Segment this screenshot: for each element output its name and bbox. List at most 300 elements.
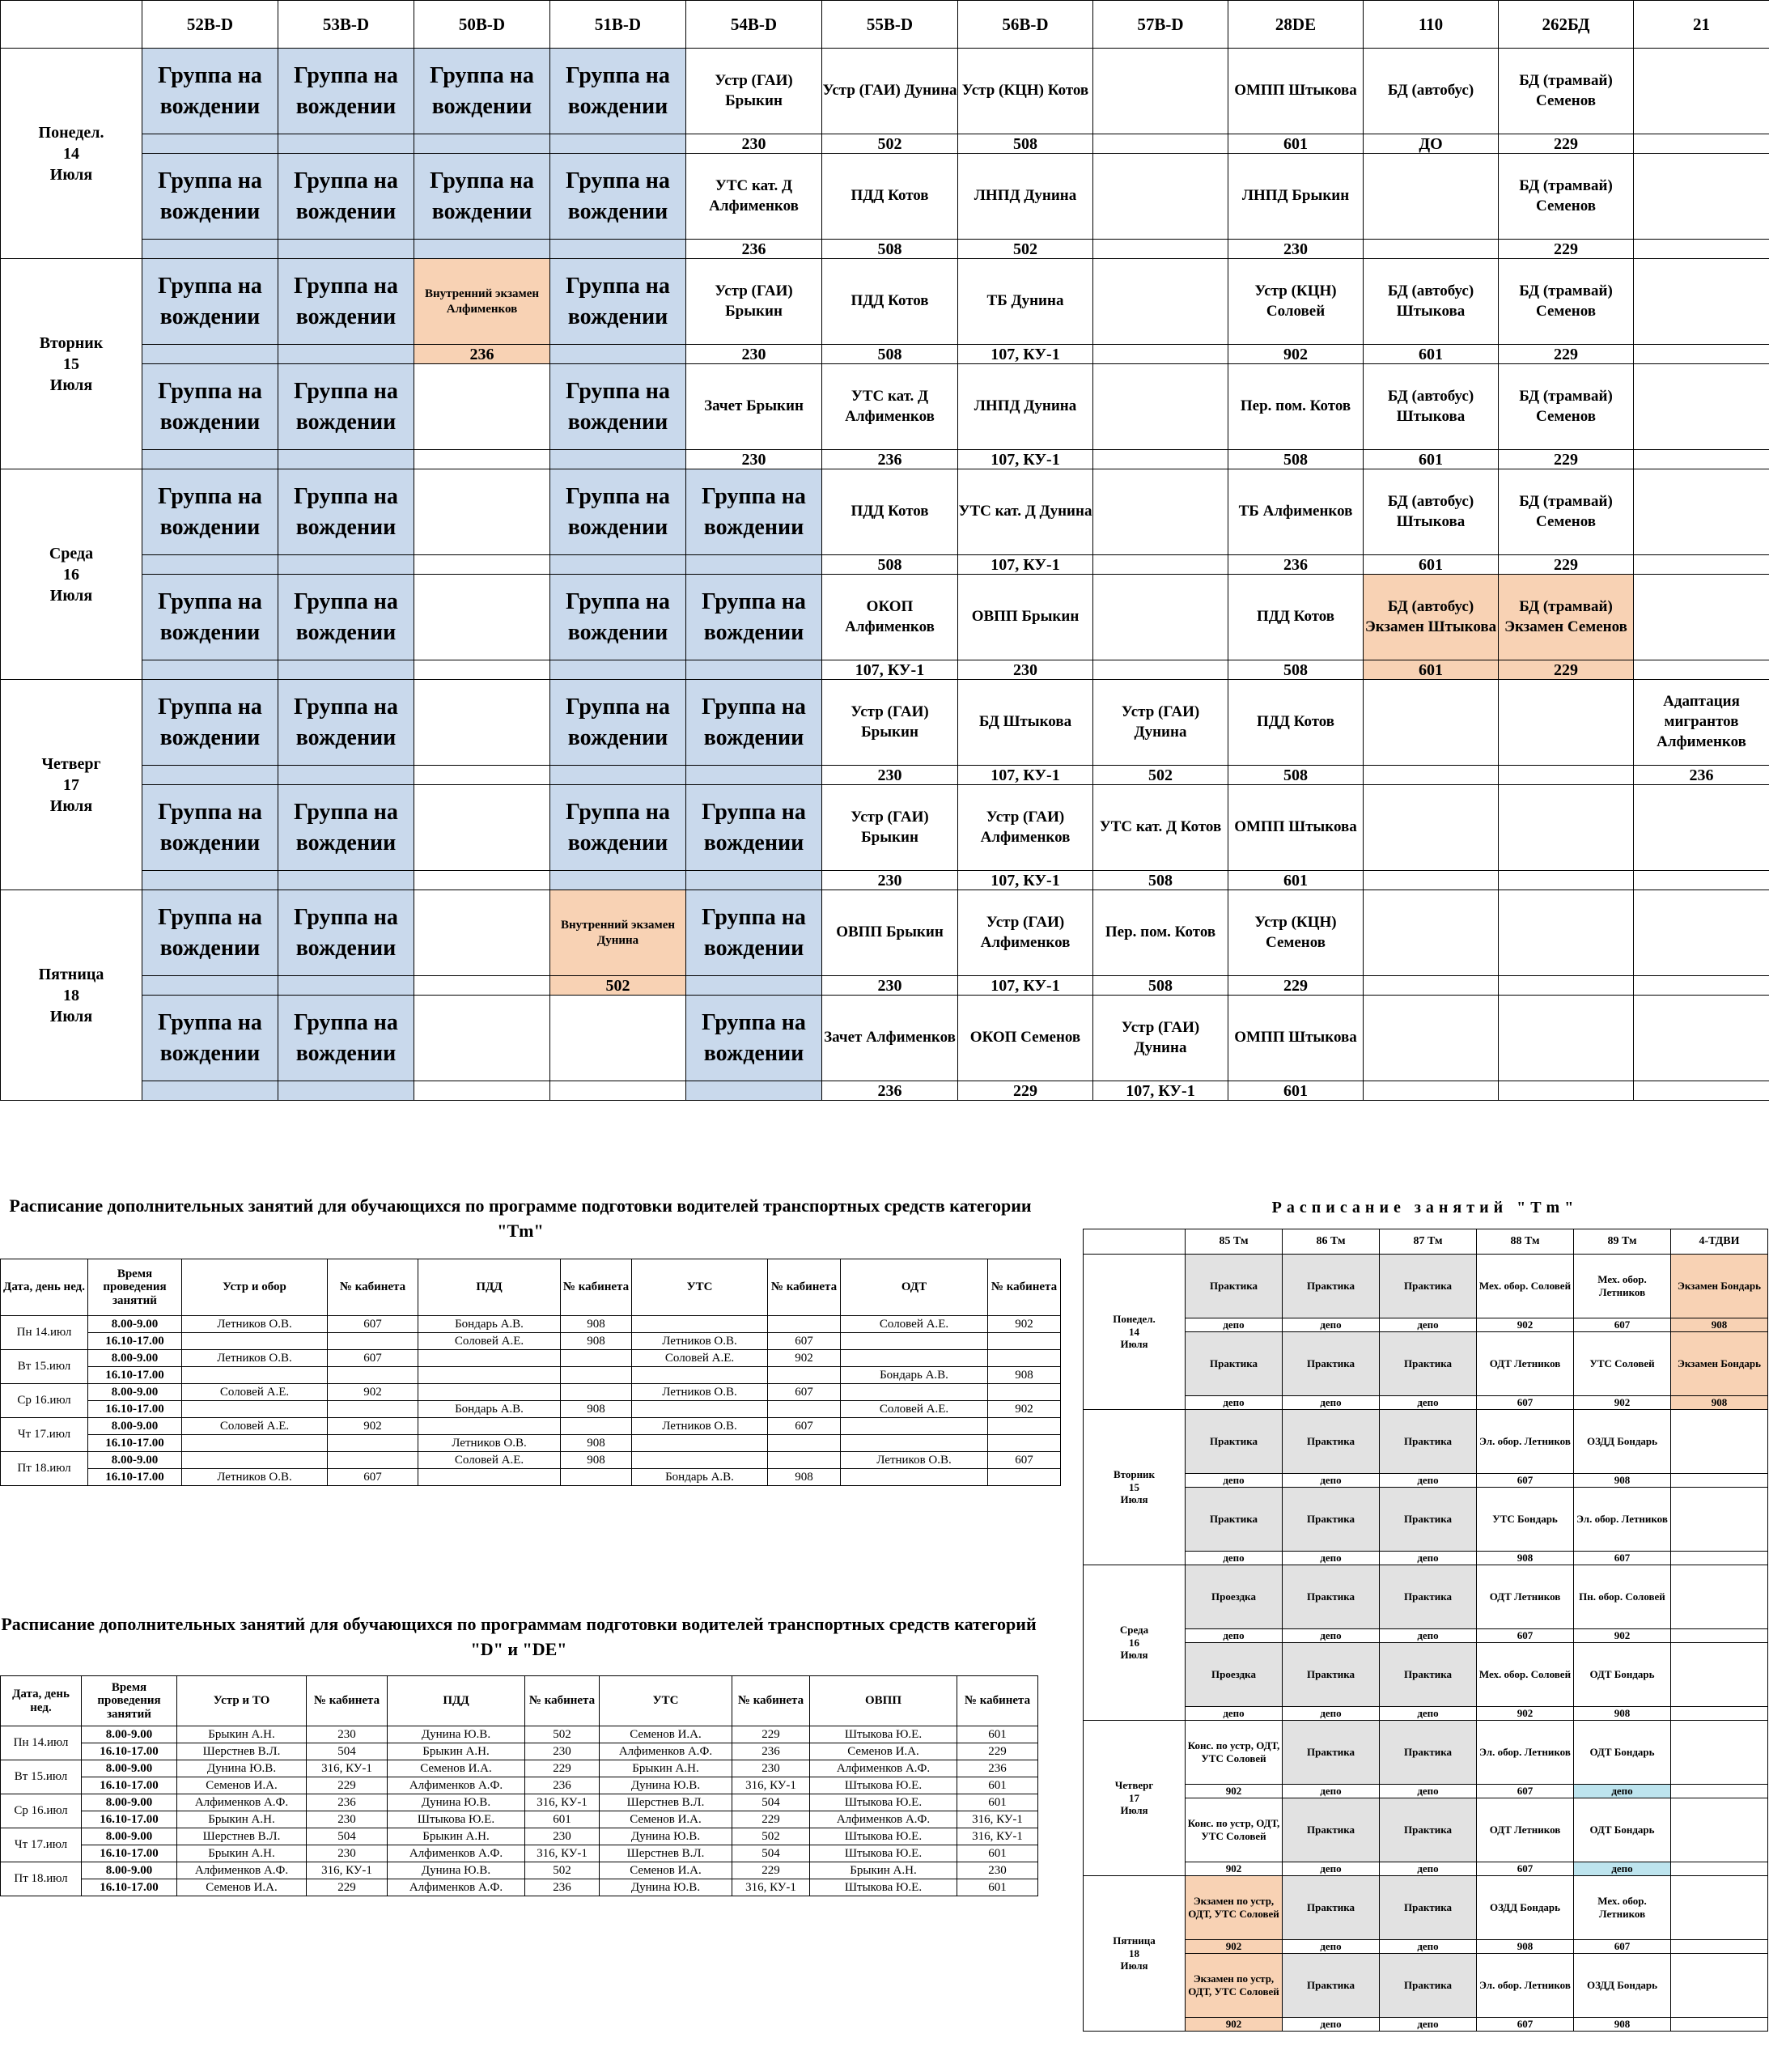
day-label-line: Среда [1119,1624,1149,1637]
lesson-cell: Практика [1186,1488,1283,1552]
lesson-cell [1364,996,1499,1081]
day-label-line: Июля [49,586,93,605]
room-cell [1364,240,1499,259]
lesson-cell: ОДТ Летников [1477,1565,1574,1629]
table-row [1,1350,1061,1367]
data-cell [632,1452,768,1469]
lesson-cell [1671,1954,1768,2018]
column-header: Время проведения занятий [82,1676,177,1726]
room-cell [278,134,414,154]
day-label-line: Вторник [1113,1468,1156,1481]
data-cell: 902 [988,1316,1061,1333]
room-cell [1634,450,1769,469]
lesson-cell: Практика [1380,1565,1477,1629]
lesson-cell [1671,1488,1768,1552]
room-cell [550,450,686,469]
room-cell: 230 [686,450,822,469]
day-label [1,890,142,1101]
time-cell: 8.00-9.00 [88,1316,182,1333]
room-cell: 236 [686,240,822,259]
lesson-row [1084,1332,1768,1396]
lesson-row [1084,1488,1768,1552]
lesson-cell: ОКОП Семенов [958,996,1093,1081]
column-header [1084,1229,1186,1255]
column-header: УТС [600,1676,732,1726]
room-cell [142,766,278,785]
lesson-cell: ТБ Дунина [958,259,1093,345]
data-cell: Дунина Ю.В. [177,1760,307,1777]
room-cell: 908 [1574,1707,1671,1721]
data-cell: 316, КУ-1 [957,1811,1038,1828]
lesson-cell: Практика [1283,1410,1380,1474]
room-cell [142,871,278,890]
tm-header-row [1084,1229,1768,1255]
data-cell: Соловей А.Е. [418,1452,561,1469]
room-cell: 601 [1364,555,1499,575]
data-cell: Брыкин А.Н. [177,1845,307,1862]
room-cell: депо [1380,1474,1477,1488]
data-cell: Соловей А.Е. [841,1316,988,1333]
data-cell [182,1452,328,1469]
lesson-cell: Устр (КЦН) Котов [958,49,1093,134]
room-cell [142,976,278,996]
driving-group-cell: Группа на вождении [142,364,278,450]
data-cell: 607 [768,1384,841,1401]
room-row [1084,2018,1768,2032]
data-cell: 607 [768,1333,841,1350]
day-label-line: Среда [49,544,94,563]
driving-group-cell: Группа на вождении [278,154,414,240]
column-header: 52B-D [142,1,278,49]
room-cell [550,240,686,259]
data-cell [988,1384,1061,1401]
data-cell: 504 [732,1794,810,1811]
lesson-cell: Проездка [1186,1643,1283,1707]
lesson-cell: Практика [1380,1798,1477,1862]
lesson-row [1,785,1769,871]
lesson-cell: БД (автобус) Штыкова [1364,364,1499,450]
room-cell [1671,1474,1768,1488]
driving-group-cell: Группа на вождении [142,49,278,134]
table-row [1,1760,1038,1777]
room-cell: 902 [1186,1862,1283,1876]
day-label-line: 17 [1129,1791,1139,1804]
lesson-cell: Пер. пом. Котов [1093,890,1228,976]
driving-group-cell: Группа на вождении [142,680,278,766]
time-cell: 8.00-9.00 [82,1794,177,1811]
lesson-cell: Устр (ГАИ) Алфименков [958,785,1093,871]
lesson-cell: Эл. обор. Летников [1477,1721,1574,1785]
room-cell: 607 [1477,1785,1574,1798]
room-cell: 236 [414,345,550,364]
room-cell: 908 [1574,2018,1671,2032]
room-cell: депо [1283,1707,1380,1721]
room-cell: 607 [1477,1396,1574,1410]
room-cell [414,660,550,680]
room-cell: 601 [1364,450,1499,469]
room-cell: депо [1380,1785,1477,1798]
lesson-cell: УТС Бондарь [1477,1488,1574,1552]
data-cell: Брыкин А.Н. [177,1726,307,1743]
data-cell: Алфименков А.Ф. [810,1760,957,1777]
column-header: Время проведения занятий [88,1259,182,1316]
lesson-row [1084,1954,1768,2018]
data-cell [182,1333,328,1350]
data-cell: 316, КУ-1 [732,1777,810,1794]
date-cell: Пн 14.июл [1,1316,88,1350]
room-cell: депо [1380,1318,1477,1332]
data-cell: Бондарь А.В. [841,1367,988,1384]
data-cell: Семенов И.А. [810,1743,957,1760]
lesson-cell: ЛНПД Брыкин [1228,154,1364,240]
lesson-cell [1634,154,1769,240]
dde-extra-header-row [1,1676,1038,1726]
room-cell: 908 [1671,1396,1768,1410]
column-header: 51B-D [550,1,686,49]
data-cell: Брыкин А.Н. [388,1828,525,1845]
lesson-cell: Пер. пом. Котов [1228,364,1364,450]
day-label-line: Июля [1120,1649,1148,1662]
lesson-cell [1634,259,1769,345]
exam-cell: БД (трамвай) Экзамен Семенов [1499,575,1634,660]
lesson-cell: ОЗДД Бондарь [1574,1410,1671,1474]
data-cell: 504 [307,1828,388,1845]
room-cell [414,766,550,785]
column-header: 86 Тм [1283,1229,1380,1255]
day-label [1,680,142,890]
column-header: Дата, день нед. [1,1259,88,1316]
room-cell: депо [1380,1552,1477,1565]
time-cell: 8.00-9.00 [82,1726,177,1743]
data-cell: Семенов И.А. [388,1760,525,1777]
room-cell [1634,555,1769,575]
driving-group-cell: Группа на вождении [686,680,822,766]
room-cell: депо [1380,2018,1477,2032]
day-label-line: 18 [1129,1947,1139,1959]
driving-group-cell: Группа на вождении [278,996,414,1081]
lesson-row [1,575,1769,660]
lesson-cell [1671,1876,1768,1940]
lesson-row [1084,1798,1768,1862]
day-label [1084,1721,1186,1876]
room-cell: 908 [1574,1474,1671,1488]
column-header: 56B-D [958,1,1093,49]
lesson-cell: ПДД Котов [822,259,958,345]
room-cell [142,1081,278,1101]
time-cell: 16.10-17.00 [82,1879,177,1896]
lesson-cell [1364,890,1499,976]
day-label-line: Четверг [41,754,101,773]
day-label-line: Июля [1120,1493,1148,1506]
time-cell: 16.10-17.00 [88,1435,182,1452]
lesson-cell: ОВПП Брыкин [958,575,1093,660]
table-row [1,1726,1038,1743]
room-cell: 508 [1228,450,1364,469]
driving-group-cell: Группа на вождении [550,364,686,450]
day-label-line: 14 [63,144,79,163]
lesson-cell: Мех. обор. Соловей [1477,1643,1574,1707]
room-cell [550,345,686,364]
day-label-line: 15 [63,355,79,373]
room-cell [414,555,550,575]
column-header: 28DE [1228,1,1364,49]
table-row [1,1828,1038,1845]
room-row [1084,1552,1768,1565]
lesson-cell: Практика [1380,1643,1477,1707]
data-cell: Штыкова Ю.Е. [810,1777,957,1794]
data-cell [561,1350,632,1367]
data-cell: 230 [307,1811,388,1828]
day-label-line: Июля [1120,1804,1148,1817]
lesson-cell: Устр (КЦН) Семенов [1228,890,1364,976]
data-cell: 607 [328,1350,418,1367]
room-cell: депо [1283,1629,1380,1643]
data-cell [561,1384,632,1401]
lesson-cell: Устр (ГАИ) Дунина [1093,680,1228,766]
day-label [1084,1255,1186,1410]
lesson-cell: Экзамен Бондарь [1671,1332,1768,1396]
data-cell: Брыкин А.Н. [177,1811,307,1828]
column-header: ПДД [388,1676,525,1726]
date-cell: Пн 14.июл [1,1726,82,1760]
lesson-cell: ОДТ Летников [1477,1332,1574,1396]
driving-group-cell: Группа на вождении [278,259,414,345]
lesson-cell: Практика [1283,1876,1380,1940]
room-cell [550,871,686,890]
room-row [1084,1707,1768,1721]
lesson-row [1,364,1769,450]
room-cell: депо [1186,1629,1283,1643]
room-cell: 107, КУ-1 [958,450,1093,469]
lesson-cell [1364,785,1499,871]
driving-group-cell: Группа на вождении [142,469,278,555]
room-cell: 107, КУ-1 [958,976,1093,996]
data-cell: Алфименков А.Ф. [600,1743,732,1760]
column-header: УТС [632,1259,768,1316]
lesson-cell: ЛНПД Дунина [958,154,1093,240]
lesson-cell: Экзамен Бондарь [1671,1255,1768,1318]
room-cell [1671,1552,1768,1565]
day-label [1084,1565,1186,1721]
day-label-line: Июля [1120,1959,1148,1972]
lesson-row [1,996,1769,1081]
data-cell: 502 [525,1862,600,1879]
driving-group-cell: Группа на вождении [414,154,550,240]
data-cell: Штыкова Ю.Е. [388,1811,525,1828]
lesson-cell: БД (трамвай) Семенов [1499,259,1634,345]
table-row [1,1743,1038,1760]
lesson-cell: УТС Соловей [1574,1332,1671,1396]
lesson-cell: Конс. по устр, ОДТ, УТС Соловей [1186,1721,1283,1785]
room-cell: 230 [822,871,958,890]
data-cell: 607 [988,1452,1061,1469]
room-cell: 229 [1499,345,1634,364]
driving-group-cell: Группа на вождении [550,49,686,134]
data-cell [768,1452,841,1469]
day-label-line: Пятница [38,965,104,983]
room-cell: 908 [1477,1552,1574,1565]
date-cell: Вт 15.июл [1,1350,88,1384]
room-cell: 607 [1477,2018,1574,2032]
lesson-cell [414,575,550,660]
room-cell: 107, КУ-1 [822,660,958,680]
room-cell: 601 [1364,660,1499,680]
room-cell [414,1081,550,1101]
column-header: 4-ТДВИ [1671,1229,1768,1255]
room-cell: 902 [1228,345,1364,364]
data-cell [988,1350,1061,1367]
date-cell: Чт 17.июл [1,1418,88,1452]
room-cell: 236 [822,1081,958,1101]
day-label-line: Понедел. [38,123,104,142]
room-row [1,1081,1769,1101]
room-cell: депо [1283,1785,1380,1798]
data-cell: Шерстнев В.Л. [177,1743,307,1760]
room-cell: 902 [1574,1396,1671,1410]
room-cell: депо [1574,1785,1671,1798]
lesson-cell: Пн. обор. Соловей [1574,1565,1671,1629]
time-cell: 8.00-9.00 [82,1760,177,1777]
driving-group-cell: Группа на вождении [278,785,414,871]
column-header: ОДТ [841,1259,988,1316]
data-cell: 236 [525,1879,600,1896]
room-cell: депо [1380,1940,1477,1954]
data-cell: 229 [732,1726,810,1743]
column-header: 57B-D [1093,1,1228,49]
room-cell: 230 [686,345,822,364]
data-cell: 908 [561,1452,632,1469]
room-cell: 607 [1477,1862,1574,1876]
day-label-line: Июля [49,376,93,394]
data-cell: Шерстнев В.Л. [600,1845,732,1862]
data-cell [768,1367,841,1384]
room-cell: 502 [822,134,958,154]
room-cell: 902 [1477,1707,1574,1721]
day-label [1084,1876,1186,2032]
driving-group-cell: Группа на вождении [278,364,414,450]
room-cell [1671,1862,1768,1876]
data-cell: 601 [957,1794,1038,1811]
room-cell: депо [1186,1474,1283,1488]
column-header: 262БД [1499,1,1634,49]
lesson-cell: БД Штыкова [958,680,1093,766]
data-cell: Бондарь А.В. [418,1316,561,1333]
room-row [1,871,1769,890]
lesson-cell: УТС кат. Д Котов [1093,785,1228,871]
lesson-cell: ПДД Котов [1228,575,1364,660]
data-cell [328,1452,418,1469]
data-cell: Алфименков А.Ф. [177,1794,307,1811]
lesson-cell [1671,1721,1768,1785]
room-cell [550,555,686,575]
room-cell: 229 [1499,555,1634,575]
column-header: № кабинета [957,1676,1038,1726]
room-cell: депо [1283,1862,1380,1876]
room-cell: 607 [1574,1552,1671,1565]
lesson-row [1084,1721,1768,1785]
data-cell: 316, КУ-1 [307,1760,388,1777]
data-cell: 601 [957,1879,1038,1896]
lesson-cell: Практика [1380,1721,1477,1785]
room-cell: 508 [1228,766,1364,785]
lesson-cell [550,996,686,1081]
room-cell: 908 [1477,1940,1574,1954]
data-cell: Соловей А.Е. [841,1401,988,1418]
data-cell: 236 [957,1760,1038,1777]
room-cell: депо [1380,1862,1477,1876]
room-cell [414,976,550,996]
driving-group-cell: Группа на вождении [142,154,278,240]
room-cell [1093,660,1228,680]
room-cell [686,871,822,890]
data-cell: Алфименков А.Ф. [388,1879,525,1896]
room-cell [1634,134,1769,154]
room-cell: 508 [1093,976,1228,996]
room-cell: 601 [1228,1081,1364,1101]
lesson-cell: Устр (ГАИ) Брыкин [822,680,958,766]
lesson-row [1084,1410,1768,1474]
driving-group-cell: Группа на вождении [550,469,686,555]
column-header: № кабинета [732,1676,810,1726]
lesson-cell: ОДТ Бондарь [1574,1798,1671,1862]
lesson-cell [1093,469,1228,555]
room-cell [686,766,822,785]
driving-group-cell: Группа на вождении [278,469,414,555]
room-row [1,240,1769,259]
data-cell [768,1401,841,1418]
data-cell: Штыкова Ю.Е. [810,1879,957,1896]
room-cell [142,240,278,259]
room-cell [278,555,414,575]
lesson-row [1084,1565,1768,1629]
room-cell: 508 [822,345,958,364]
lesson-cell [1093,49,1228,134]
lesson-cell [1634,469,1769,555]
column-header: № кабинета [561,1259,632,1316]
data-cell: Дунина Ю.В. [600,1879,732,1896]
column-header: № кабинета [768,1259,841,1316]
day-label-line: Июля [1120,1338,1148,1351]
data-cell: Семенов И.А. [600,1811,732,1828]
table-row [1,1418,1061,1435]
lesson-cell [1093,575,1228,660]
data-cell [632,1316,768,1333]
dde-extra-title: Расписание дополнительных занятий для обучающихся по программам подготовки водителей транспортных средств категорий "D" и "DE" [1,1614,1037,1659]
lesson-cell: ОДТ Бондарь [1574,1721,1671,1785]
room-cell [1499,766,1634,785]
data-cell: 607 [328,1469,418,1486]
lesson-cell: Устр (ГАИ) Брыкин [822,785,958,871]
room-cell: депо [1186,1396,1283,1410]
data-cell: 229 [732,1862,810,1879]
data-cell [841,1333,988,1350]
data-cell: Штыкова Ю.Е. [810,1794,957,1811]
room-cell: 508 [1228,660,1364,680]
data-cell: Соловей А.Е. [182,1418,328,1435]
room-cell: 107, КУ-1 [958,555,1093,575]
room-cell [1634,976,1769,996]
column-header: ПДД [418,1259,561,1316]
room-cell: депо [1380,1707,1477,1721]
room-cell [1671,1940,1768,1954]
data-cell: 601 [525,1811,600,1828]
lesson-cell: УТС кат. Д Дунина [958,469,1093,555]
lesson-cell: БД (трамвай) Семенов [1499,154,1634,240]
data-cell: Семенов И.А. [177,1777,307,1794]
data-cell: Брыкин А.Н. [388,1743,525,1760]
lesson-cell: ОЗДД Бондарь [1477,1876,1574,1940]
room-cell: депо [1380,1396,1477,1410]
